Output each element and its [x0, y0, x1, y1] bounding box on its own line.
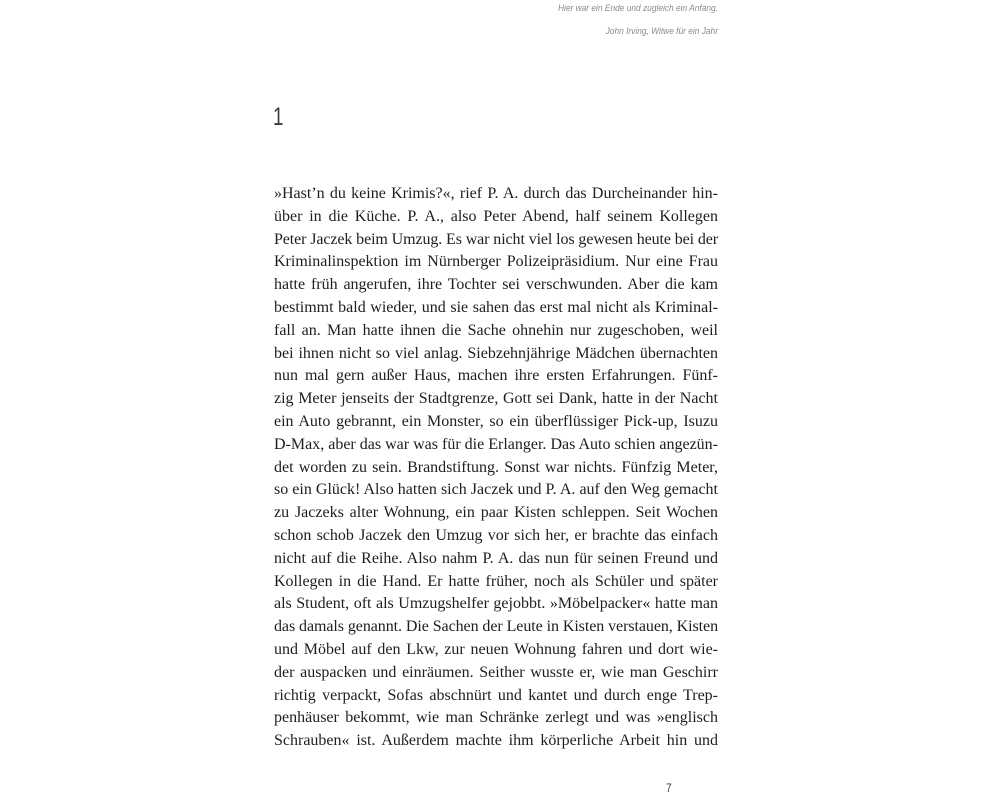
text-line: D-Max, aber das war was für die Erlanger. Das Auto schien angezün- — [274, 435, 718, 453]
text-line: Schrauben« ist. Außerdem machte ihm körperliche Arbeit hin und — [274, 732, 718, 750]
text-line: fall an. Man hatte ihnen die Sache ohnehin nur zugeschoben, weil — [274, 321, 718, 339]
text-line: der auspacken und einräumen. Seither wusste er, wie man Geschirr — [274, 663, 718, 681]
text-line: so ein Glück! Also hatten sich Jaczek und P. A. auf den Weg gemacht — [274, 481, 718, 499]
text-line: das damals genannt. Die Sachen der Leute in Kisten verstauen, Kisten — [274, 618, 718, 636]
page-number: 7 — [666, 781, 672, 795]
chapter-number: 1 — [273, 103, 284, 131]
text-line: richtig verpackt, Sofas abschnürt und kantet und durch enge Trep- — [274, 686, 718, 704]
text-line: über in die Küche. P. A., also Peter Abend, half seinem Kollegen — [274, 207, 718, 225]
text-line: hatte früh angerufen, ihre Tochter sei verschwunden. Aber die kam — [274, 276, 718, 294]
text-line: als Student, oft als Umzugshelfer gejobbt. »Möbelpacker« hatte man — [274, 595, 718, 613]
text-line: bestimmt bald wieder, und sie sahen das erst mal nicht als Kriminal- — [274, 298, 718, 316]
text-line: bei ihnen nicht so viel anlag. Siebzehnjährige Mädchen übernachten — [274, 344, 718, 362]
text-line: det worden zu sein. Brandstiftung. Sonst war nichts. Fünfzig Meter, — [274, 458, 718, 476]
text-line: ein Auto gebrannt, ein Monster, so ein überflüssiger Pick-up, Isuzu — [274, 412, 718, 430]
text-line: zu Jaczeks alter Wohnung, ein paar Kisten schleppen. Seit Wochen — [274, 504, 718, 522]
text-line: Kriminalinspektion im Nürnberger Polizeipräsidium. Nur eine Frau — [274, 253, 718, 271]
text-line: zig Meter jenseits der Stadtgrenze, Gott sei Dank, hatte in der Nacht — [274, 390, 718, 408]
text-line: nun mal gern außer Haus, machen ihre ersten Erfahrungen. Fünf- — [274, 367, 718, 385]
text-line: schon schob Jaczek den Umzug vor sich her, er brachte das einfach — [274, 526, 718, 544]
text-line: penhäuser bekommt, wie man Schränke zerlegt und was »englisch — [274, 709, 718, 727]
text-line: Kollegen in die Hand. Er hatte früher, noch als Schüler und später — [274, 572, 718, 590]
text-line: Peter Jaczek beim Umzug. Es war nicht viel los gewesen heute bei der — [274, 230, 718, 248]
text-line: nicht auf die Reihe. Also nahm P. A. das nun für seinen Freund und — [274, 549, 718, 567]
text-line: »Hast’n du keine Krimis?«, rief P. A. durch das Durcheinander hin- — [274, 185, 718, 202]
epigraph-quote: Hier war ein Ende und zugleich ein Anfang. — [557, 3, 718, 14]
body-text — [274, 183, 718, 753]
text-line: und Möbel auf den Lkw, zur neuen Wohnung fahren und dort wie- — [274, 640, 718, 658]
epigraph-source: John Irving, Witwe für ein Jahr — [605, 26, 718, 37]
